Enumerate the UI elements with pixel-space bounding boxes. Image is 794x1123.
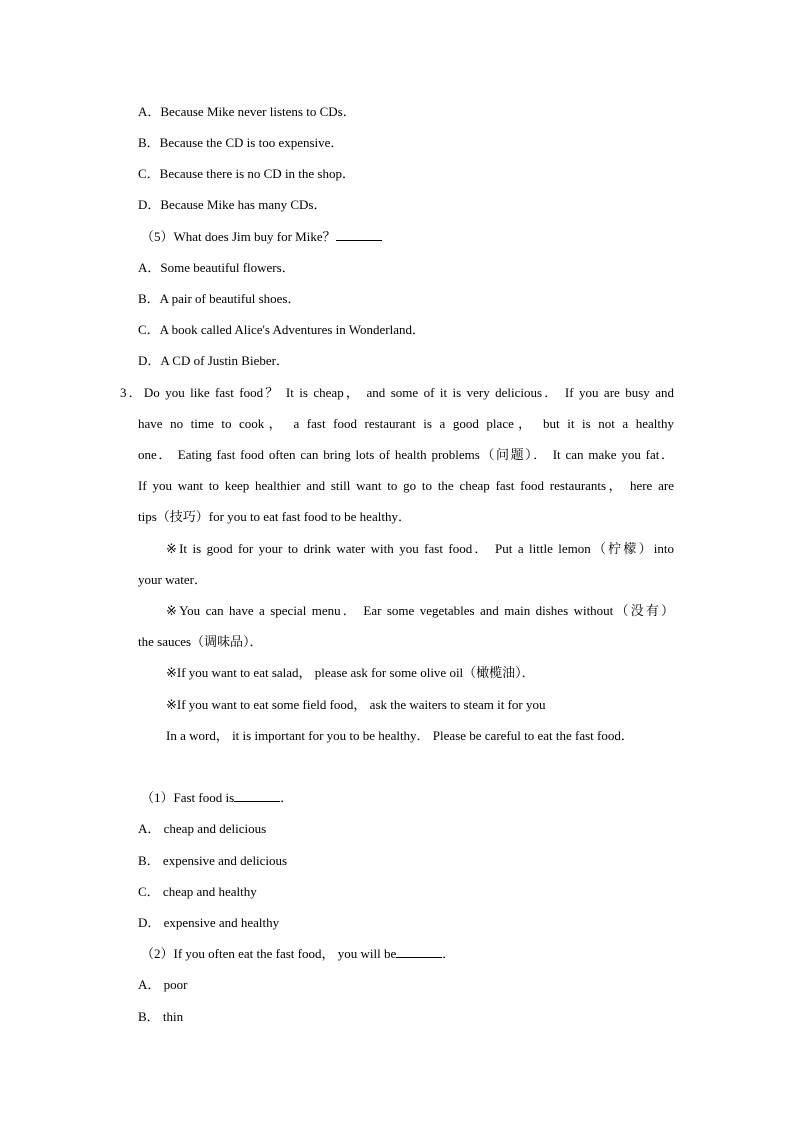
q3-2-option-b: B． thin xyxy=(138,1009,184,1024)
tip-3: ※If you want to eat salad， please ask for some olive oil（橄榄油）． xyxy=(166,665,535,680)
tip-1-line-2: your water． xyxy=(138,572,207,587)
question-end: ． xyxy=(442,946,456,961)
question-3-2 xyxy=(141,945,455,963)
q3-1-option-b: B． expensive and delicious xyxy=(138,853,288,868)
q2-5-option-d: D．A CD of Justin Bieber． xyxy=(138,353,289,368)
conclusion: In a word， it is important for you to be healthy． Please be careful to eat the fast food． xyxy=(166,728,634,743)
question-3-1 xyxy=(141,789,293,807)
answer-blank xyxy=(396,945,442,958)
passage-line-1: 3．Do you like fast food？ It is cheap， and some of it is very delicious． If you are busy and xyxy=(120,385,674,400)
passage-line-4: If you want to keep healthier and still want to go to the cheap fast food restaurants， here are xyxy=(138,478,674,493)
answer-blank xyxy=(234,789,280,802)
q3-1-option-c: C． cheap and healthy xyxy=(138,884,257,899)
q2-option-b: B．Because the CD is too expensive． xyxy=(138,135,344,150)
q3-2-option-a: A． poor xyxy=(138,977,188,992)
q3-1-option-d: D． expensive and healthy xyxy=(138,915,280,930)
q2-5-option-c: C．A book called Alice's Adventures in Wonderland． xyxy=(138,322,426,337)
question-end: ． xyxy=(280,790,294,805)
passage-line-3: one． Eating fast food often can bring lots of health problems（问题）． It can make you fat． xyxy=(138,447,674,462)
tip-1-line-1: ※It is good for your to drink water with you fast food． Put a little lemon（柠檬）into xyxy=(166,541,674,556)
passage-line-5: tips（技巧）for you to eat fast food to be healthy． xyxy=(138,509,411,524)
passage-line-2: have no time to cook， a fast food restaurant is a good place， but it is not a healthy xyxy=(138,416,674,431)
tip-2-line-2: the sauces（调味品）． xyxy=(138,634,263,649)
tip-4: ※If you want to eat some field food， ask the waiters to steam it for you xyxy=(166,697,546,712)
q3-1-option-a: A． cheap and delicious xyxy=(138,821,267,836)
q2-option-d: D．Because Mike has many CDs． xyxy=(138,197,327,212)
tip-2-line-1: ※You can have a special menu． Ear some vegetables and main dishes without（没有） xyxy=(166,603,674,618)
q2-option-a: A．Because Mike never listens to CDs． xyxy=(138,104,356,119)
q2-5-option-a: A．Some beautiful flowers． xyxy=(138,260,295,275)
answer-blank xyxy=(336,228,382,241)
q2-5-option-b: B．A pair of beautiful shoes． xyxy=(138,291,301,306)
question-text: （1）Fast food is xyxy=(141,790,235,805)
question-text: （5）What does Jim buy for Mike？ xyxy=(141,229,336,244)
q2-option-c: C．Because there is no CD in the shop． xyxy=(138,166,355,181)
question-text: （2）If you often eat the fast food， you will be xyxy=(141,946,397,961)
question-2-5 xyxy=(141,228,382,246)
